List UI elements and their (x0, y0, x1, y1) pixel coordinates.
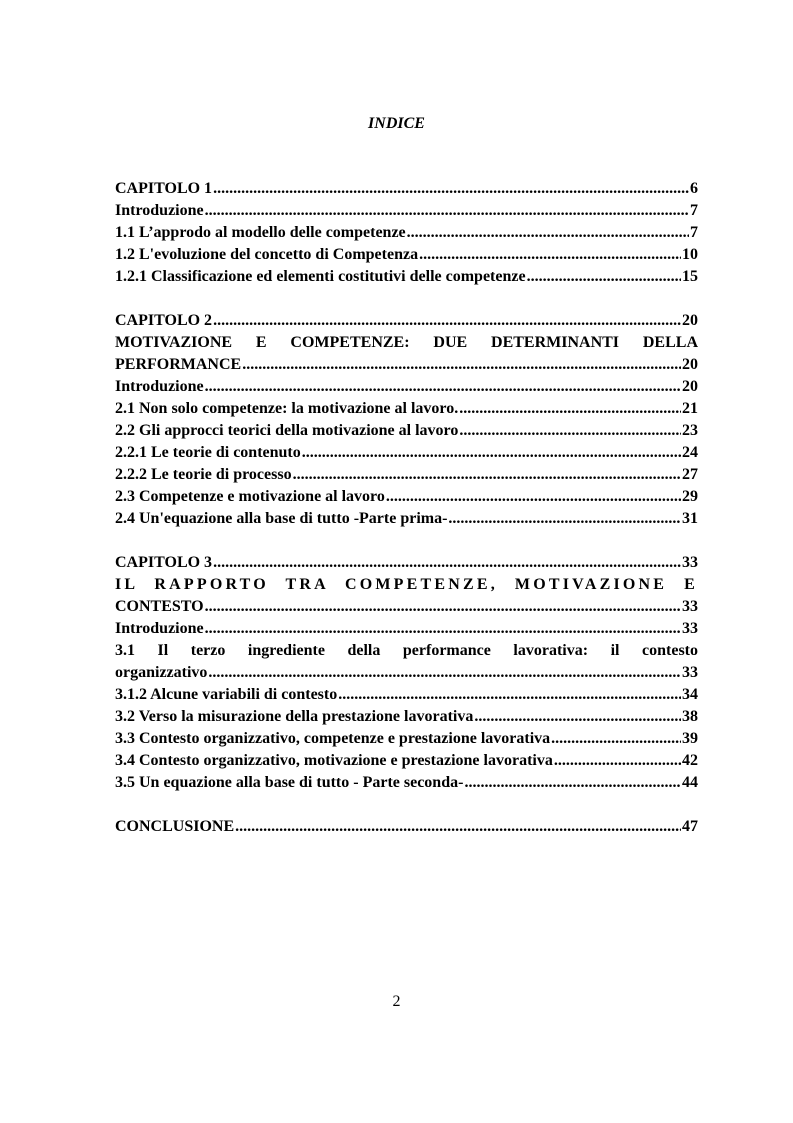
dot-leader (205, 376, 681, 398)
dot-leader (205, 200, 689, 222)
toc-entry-introduzione-1[interactable] (115, 200, 698, 222)
toc-entry-capitolo-3[interactable] (115, 552, 698, 574)
toc-entry-1-1[interactable] (115, 222, 698, 244)
toc-entry-text: 2.1 Non solo competenze: la motivazione al lavoro. (115, 400, 459, 417)
toc-entry-text: CAPITOLO 3 (115, 554, 213, 571)
toc-entry-page: 24 (682, 444, 698, 461)
toc-entry-page: 31 (682, 510, 698, 527)
toc-entry-1-2[interactable] (115, 244, 698, 266)
toc-entry-chapter-3-title[interactable] (115, 574, 698, 596)
dot-leader (302, 442, 681, 464)
toc-entry-text: Introduzione (115, 620, 204, 637)
toc-entry-page: 44 (682, 774, 698, 791)
toc-entry-text: 3.4 Contesto organizzativo, motivazione e prestazione lavorativa (115, 752, 553, 769)
toc-entry-conclusione[interactable] (115, 816, 698, 838)
toc-entry-page: 27 (682, 466, 698, 483)
toc-entry-page: 33 (682, 598, 698, 615)
toc-entry-page: 7 (690, 202, 698, 219)
dot-leader (235, 816, 681, 838)
dot-leader (338, 684, 681, 706)
toc-entry-text: MOTIVAZIONE E COMPETENZE: DUE DETERMINANTI DELLA (115, 334, 698, 351)
dot-leader (459, 420, 681, 442)
dot-leader (213, 552, 681, 574)
toc-entry-2-4[interactable] (115, 508, 698, 530)
toc-entry-page: 20 (682, 356, 698, 373)
toc-entry-text: CAPITOLO 2 (115, 312, 213, 329)
toc-entry-introduzione-2[interactable] (115, 376, 698, 398)
toc-entry-text: 3.1 Il terzo ingrediente della performance lavorativa: il contesto (115, 642, 698, 659)
toc-entry-page: 15 (682, 268, 698, 285)
toc-entry-text: CAPITOLO 1 (115, 180, 213, 197)
toc-entry-2-2[interactable] (115, 420, 698, 442)
dot-leader (459, 398, 681, 420)
page-number: 2 (392, 993, 401, 1010)
toc-entry-2-2-2[interactable] (115, 464, 698, 486)
toc-entry-text: CONTESTO (115, 598, 204, 615)
toc-entry-page: 29 (682, 488, 698, 505)
toc-entry-page: 33 (682, 554, 698, 571)
toc-entry-page: 7 (690, 224, 698, 241)
toc-entry-text: 2.4 Un'equazione alla base di tutto -Parte prima- (115, 510, 448, 527)
toc-entry-text: PERFORMANCE (115, 356, 242, 373)
dot-leader (448, 508, 681, 530)
toc-entry-3-1-line-1[interactable] (115, 640, 698, 662)
toc-entry-page: 34 (682, 686, 698, 703)
toc-entry-page: 33 (682, 620, 698, 637)
dot-leader (419, 244, 681, 266)
toc-entry-text: 1.2.1 Classificazione ed elementi costitutivi delle competenze (115, 268, 526, 285)
toc-entry-text: 1.1 L’approdo al modello delle competenze (115, 224, 406, 241)
dot-leader (242, 354, 681, 376)
toc-entry-text: 3.3 Contesto organizzativo, competenze e prestazione lavorativa (115, 730, 551, 747)
toc-entry-3-2[interactable] (115, 706, 698, 728)
toc-entry-capitolo-2[interactable] (115, 310, 698, 332)
toc-entry-page: 20 (682, 312, 698, 329)
dot-leader (213, 178, 689, 200)
dot-leader (554, 750, 681, 772)
toc-entry-2-2-1[interactable] (115, 442, 698, 464)
toc-entry-page: 6 (690, 180, 698, 197)
toc-entry-text: 2.2.1 Le teorie di contenuto (115, 444, 301, 461)
dot-leader (551, 728, 681, 750)
toc-entry-contesto[interactable] (115, 596, 698, 618)
toc-entry-text: 2.2 Gli approcci teorici della motivazione al lavoro (115, 422, 459, 439)
dot-leader (527, 266, 681, 288)
toc-entry-page: 42 (682, 752, 698, 769)
toc-entry-text: 2.2.2 Le teorie di processo (115, 466, 292, 483)
toc-entry-page: 47 (682, 818, 698, 835)
toc-entry-3-1-line-2[interactable] (115, 662, 698, 684)
toc-entry-2-1[interactable] (115, 398, 698, 420)
dot-leader (208, 662, 681, 684)
toc-entry-3-5[interactable] (115, 772, 698, 794)
toc-entry-text: 3.2 Verso la misurazione della prestazione lavorativa (115, 708, 474, 725)
toc-entry-2-3[interactable] (115, 486, 698, 508)
dot-leader (205, 618, 681, 640)
toc-entry-text: Introduzione (115, 378, 204, 395)
dot-leader (293, 464, 681, 486)
toc-entry-text: 2.3 Competenze e motivazione al lavoro (115, 488, 385, 505)
dot-leader (213, 310, 681, 332)
toc-entry-chapter-2-title[interactable] (115, 332, 698, 354)
toc-entry-text: 1.2 L'evoluzione del concetto di Competenza (115, 246, 419, 263)
toc-entry-page: 20 (682, 378, 698, 395)
toc-entry-capitolo-1[interactable] (115, 178, 698, 200)
toc-entry-page: 10 (682, 246, 698, 263)
dot-leader (464, 772, 681, 794)
page-title: INDICE (368, 115, 425, 132)
dot-leader (474, 706, 681, 728)
toc-entry-text: Introduzione (115, 202, 204, 219)
toc-entry-3-3[interactable] (115, 728, 698, 750)
dot-leader (386, 486, 681, 508)
toc-entry-text: CONCLUSIONE (115, 818, 235, 835)
toc-entry-page: 21 (682, 400, 698, 417)
dot-leader (407, 222, 689, 244)
toc-entry-1-2-1[interactable] (115, 266, 698, 288)
toc-entry-page: 39 (682, 730, 698, 747)
toc-entry-performance[interactable] (115, 354, 698, 376)
toc-entry-3-1-2[interactable] (115, 684, 698, 706)
toc-entry-text: IL RAPPORTO TRA COMPETENZE, MOTIVAZIONE E (115, 576, 698, 593)
toc-entry-page: 33 (682, 664, 698, 681)
toc-entry-text: 3.5 Un equazione alla base di tutto - Parte seconda- (115, 774, 464, 791)
dot-leader (205, 596, 681, 618)
toc-entry-text: 3.1.2 Alcune variabili di contesto (115, 686, 338, 703)
toc-entry-page: 23 (682, 422, 698, 439)
toc-entry-page: 38 (682, 708, 698, 725)
toc-entry-3-4[interactable] (115, 750, 698, 772)
toc-entry-introduzione-3[interactable] (115, 618, 698, 640)
toc-entry-text: organizzativo (115, 664, 208, 681)
